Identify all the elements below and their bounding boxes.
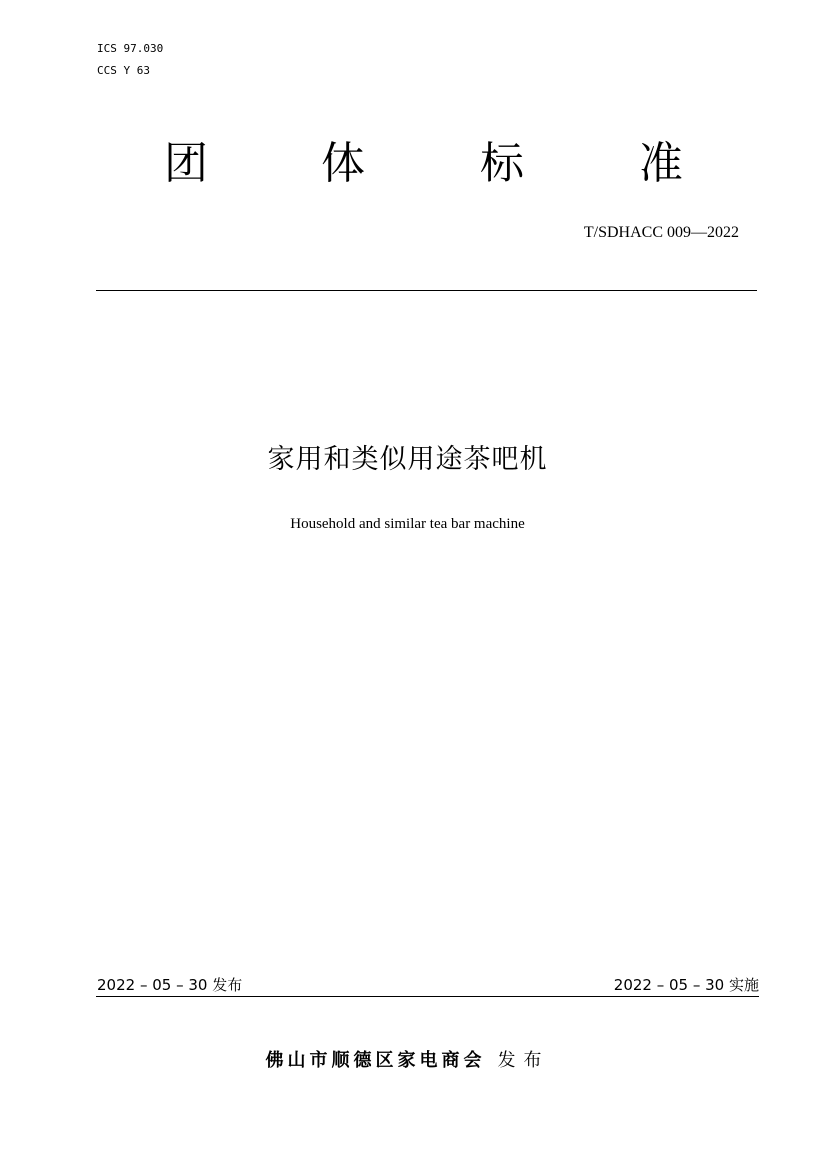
- header-divider: [96, 290, 757, 291]
- document-title-english: Household and similar tea bar machine: [290, 516, 525, 532]
- ccs-code: CCS Y 63: [97, 64, 150, 77]
- publish-date: 2022 – 05 – 30 发布: [97, 976, 243, 994]
- standard-type-char-1: 团: [164, 138, 208, 189]
- publisher-action: 发布: [497, 1050, 550, 1071]
- footer-divider: [96, 996, 759, 997]
- standard-type-char-3: 标: [480, 138, 524, 189]
- implementation-date: 2022 – 05 – 30 实施: [613, 976, 759, 994]
- document-title-chinese: 家用和类似用途茶吧机: [267, 444, 548, 475]
- publisher-line: [0, 1049, 815, 1073]
- standard-type-char-2: 体: [321, 138, 365, 189]
- ics-code: ICS 97.030: [97, 42, 164, 55]
- standard-type-char-4: 准: [639, 138, 683, 189]
- publisher-name: 佛山市顺德区家电商会: [265, 1050, 486, 1071]
- standard-number: T/SDHACC 009—2022: [583, 224, 739, 241]
